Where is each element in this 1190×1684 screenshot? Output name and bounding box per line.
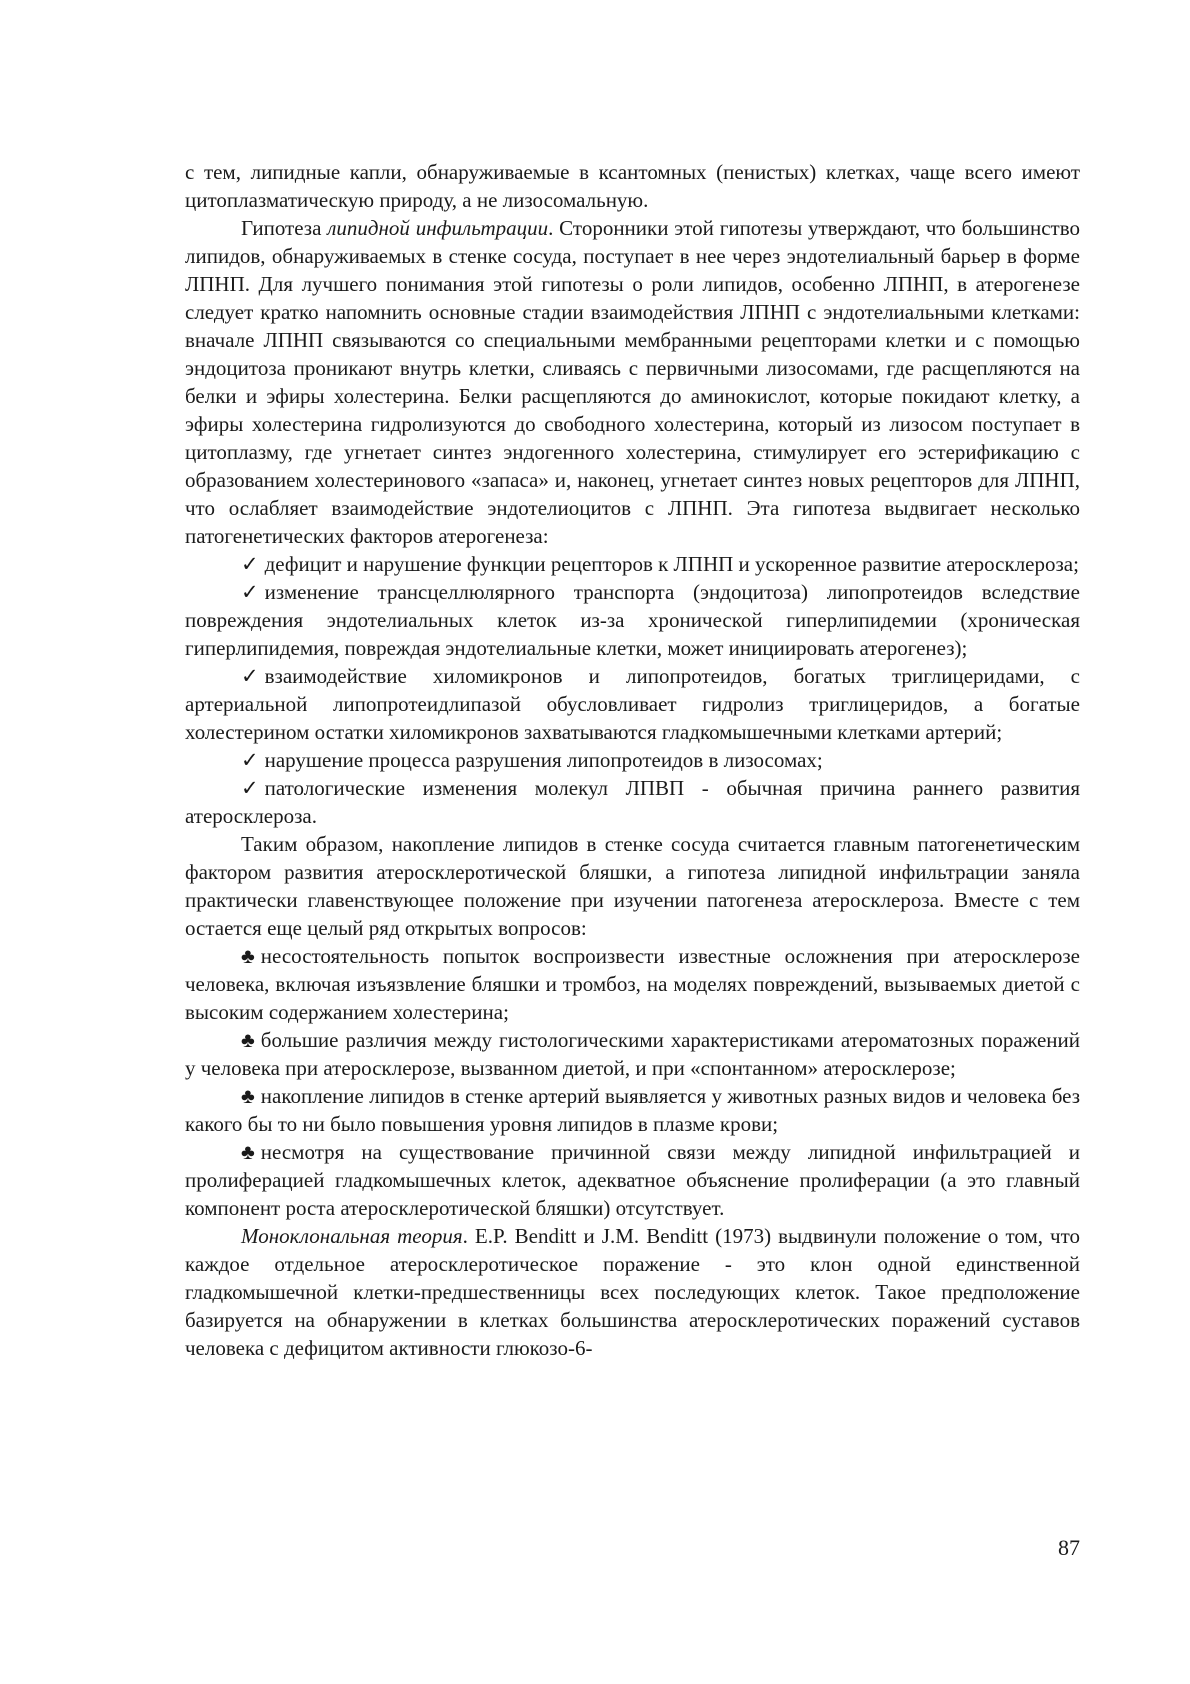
list-item-text: взаимодействие хиломикронов и липопротеидов, богатых триглицеридами, с артериальной липопротеидлипазой обусловливает гидролиз триглицеридов, а богатые холестерином остатки хиломикронов захватываются гладкомышечными клетками артерий; <box>185 664 1080 744</box>
paragraph-lipid-infiltration <box>185 214 1080 550</box>
list-item-text: дефицит и нарушение функции рецепторов к ЛПНП и ускоренное развитие атеросклероза; <box>264 552 1079 576</box>
checkmark-icon: ✓ <box>241 580 259 604</box>
page-body <box>185 158 1080 1362</box>
paragraph-text: . Сторонники этой гипотезы утверждают, что большинство липидов, обнаруживаемых в стенке сосуда, поступает в нее через эндотелиальный барьер в форме ЛПНП. Для лучшего понимания этой гипотезы о роли липидов, особенно ЛПНП, в атерогенезе следует кратко напомнить основные стадии взаимодействия ЛПНП с эндотелиальными клетками: вначале ЛПНП связываются со специальными мембранными рецепторами клетки и с помощью эндоцитоза проникают внутрь клетки, сливаясь с первичными лизосомами, где расщепляются на белки и эфиры холестерина. Белки расщепляются до аминокислот, которые покидают клетку, а эфиры холестерина гидролизуются до свободного холестерина, который из лизосом поступает в цитоплазму, где угнетает синтез эндогенного холестерина, стимулирует его эстерификацию с образованием холестеринового «запаса» и, наконец, угнетает синтез новых рецепторов для ЛПНП, что ослабляет взаимодействие эндотелиоцитов с ЛПНП. Эта гипотеза выдвигает несколько патогенетических факторов атерогенеза: <box>185 216 1080 548</box>
club-list-item <box>185 1138 1080 1222</box>
check-list-item <box>185 578 1080 662</box>
term-monoclonal-theory: Моноклональная теория <box>241 1224 463 1248</box>
club-list-item <box>185 1082 1080 1138</box>
club-list-item <box>185 942 1080 1026</box>
check-list-item <box>185 550 1080 578</box>
paragraph-text: . E.P. Benditt и J.M. Benditt (1973) выдвинули положение о том, что каждое отдельное атеросклеротическое поражение - это клон одной единственной гладкомышечной клетки-предшественницы всех последующих клеток. Такое предположение базируется на обнаружении в клетках большинства атеросклеротических поражений суставов человека с дефицитом активности глюкозо-6- <box>185 1224 1080 1360</box>
list-item-text: патологические изменения молекул ЛПВП - обычная причина раннего развития атеросклероза. <box>185 776 1080 828</box>
page-number: 87 <box>1058 1535 1080 1560</box>
paragraph-lead: Гипотеза <box>241 216 328 240</box>
checkmark-icon: ✓ <box>241 776 259 800</box>
club-icon: ♣ <box>241 944 255 968</box>
list-item-text: накопление липидов в стенке артерий выявляется у животных разных видов и человека без какого бы то ни было повышения уровня липидов в плазме крови; <box>185 1084 1080 1136</box>
club-icon: ♣ <box>241 1028 255 1052</box>
club-icon: ♣ <box>241 1084 255 1108</box>
checkmark-icon: ✓ <box>241 748 259 772</box>
club-icon: ♣ <box>241 1140 255 1164</box>
checkmark-icon: ✓ <box>241 552 259 576</box>
list-item-text: изменение трансцеллюлярного транспорта (эндоцитоза) липопротеидов вследствие повреждения эндотелиальных клеток из-за хронической гиперлипидемии (хроническая гиперлипидемия, повреждая эндотелиальные клетки, может инициировать атерогенез); <box>185 580 1080 660</box>
list-item-text: нарушение процесса разрушения липопротеидов в лизосомах; <box>264 748 823 772</box>
checkmark-icon: ✓ <box>241 664 259 688</box>
list-item-text: несостоятельность попыток воспроизвести известные осложнения при атеросклерозе человека, включая изъязвление бляшки и тромбоз, на моделях повреждений, вызываемых диетой с высоким содержанием холестерина; <box>185 944 1080 1024</box>
paragraph-continuation: с тем, липидные капли, обнаруживаемые в ксантомных (пенистых) клетках, чаще всего имеют цитоплазматическую природу, а не лизосомальную. <box>185 160 1080 212</box>
check-list-item <box>185 662 1080 746</box>
paragraph-conclusion: Таким образом, накопление липидов в стенке сосуда считается главным патогенетическим фактором развития атеросклеротической бляшки, а гипотеза липидной инфильтрации заняла практически главенствующее положение при изучении патогенеза атеросклероза. Вместе с тем остается еще целый ряд открытых вопросов: <box>185 832 1080 940</box>
club-list-item <box>185 1026 1080 1082</box>
check-list-item <box>185 746 1080 774</box>
list-item-text: большие различия между гистологическими характеристиками атероматозных поражений у человека при атеросклерозе, вызванном диетой, и при «спонтанном» атеросклерозе; <box>185 1028 1080 1080</box>
check-list-item <box>185 774 1080 830</box>
paragraph-monoclonal-theory <box>185 1222 1080 1362</box>
term-lipid-infiltration: липидной инфильтрации <box>327 216 549 240</box>
list-item-text: несмотря на существование причинной связи между липидной инфильтрацией и пролиферацией гладкомышечных клеток, адекватное объяснение пролиферации (а это главный компонент роста атеросклеротической бляшки) отсутствует. <box>185 1140 1080 1220</box>
